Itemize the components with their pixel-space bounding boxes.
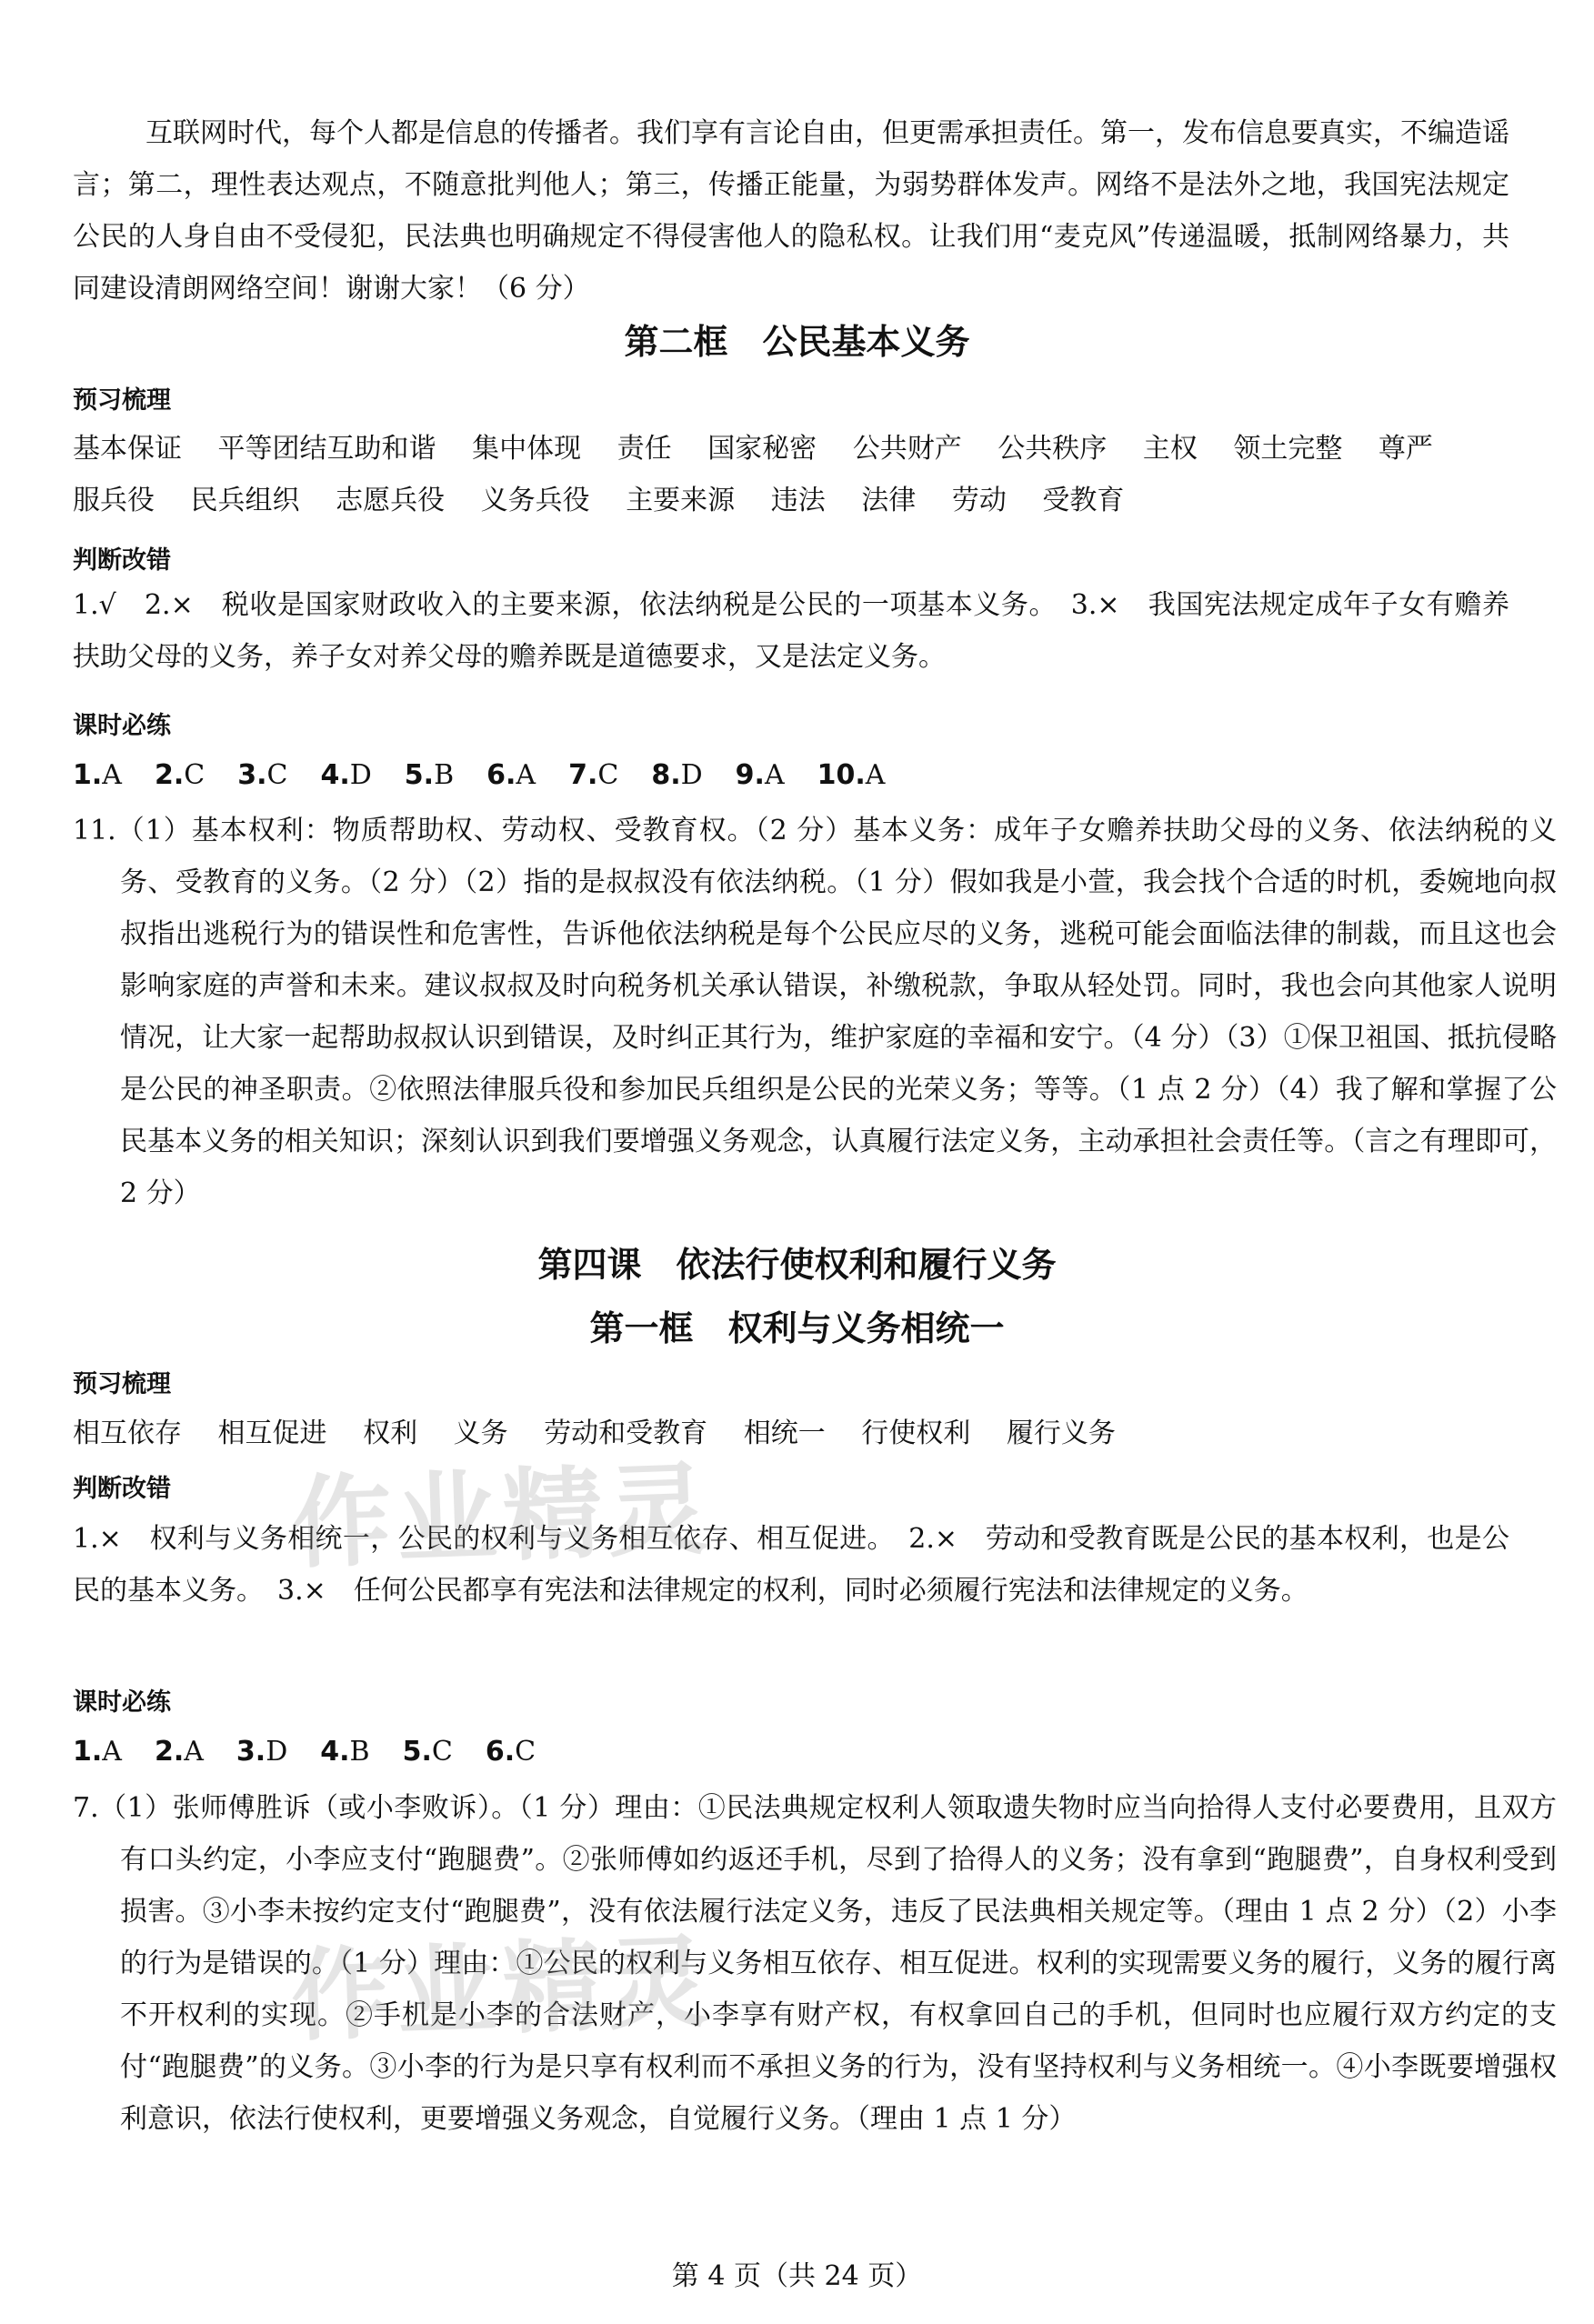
keyword: 相统一 — [743, 1417, 826, 1449]
keyword: 义务 — [453, 1417, 508, 1449]
choice-answer: 5.C — [402, 1736, 453, 1768]
choice-answer: 5.B — [404, 759, 455, 791]
choice-answers — [73, 1726, 1509, 1778]
choice-answer: 2.C — [154, 759, 206, 791]
keyword: 受教育 — [1042, 485, 1125, 516]
keyword: 劳动 — [951, 485, 1007, 516]
lesson-title: 第四课 依法行使权利和履行义务 — [537, 1245, 1057, 1285]
practice-label: 课时必练 — [73, 712, 171, 740]
page-footer: 第 4 页（共 24 页） — [671, 2260, 923, 2292]
choice-answer: 6.A — [486, 759, 536, 791]
choice-answers — [73, 749, 1509, 801]
judge-label: 判断改错 — [73, 1475, 171, 1503]
choice-answer: 9.A — [735, 759, 785, 791]
preview-label: 预习梳理 — [73, 386, 171, 415]
choice-answer: 4.B — [320, 1736, 370, 1768]
choice-answer: 1.A — [73, 1736, 122, 1768]
question-11-answer: 11.（1）基本权利：物质帮助权、劳动权、受教育权。（2 分）基本义务：成年子女赡养扶助父母的义务、依法纳税的义务、受教育的义务。（2 分）（2）指的是叔叔没有依法纳税。（1 分）假如我是小萱，我会找个合适的时机，委婉地向叔叔指出逃税行为的错误性和危害性，告诉他依法纳税是每个公民应尽的义务，逃税可能会面临法律的制裁，而且这也会影响家庭的声誉和未来。建议叔叔及时向税务机关承认错误，补缴税款，争取从轻处罚。同时，我也会向其他家人说明情况，让大家一起帮助叔叔认识到错误，及时纠正其行为，维护家庭的幸福和安宁。（4 分）（3）①保卫祖国、抵抗侵略是公民的神圣职责。②依照法律服兵役和参加民兵组织是公民的光荣义务；等等。（1 点 2 分）（4）我了解和掌握了公民基本义务的相关知识；深刻认识到我们要增强义务观念，认真履行法定义务，主动承担社会责任等。（言之有理即可，2 分） — [73, 815, 1557, 1209]
keyword: 履行义务 — [1006, 1417, 1116, 1449]
judge-answers: 1.× 权利与义务相统一，公民的权利与义务相互依存、相互促进。 2.× 劳动和受教育既是公民的基本权利，也是公民的基本义务。 3.× 任何公民都享有宪法和法律规定的权利，同时必须履行宪法和法律规定的义务。 — [73, 1523, 1509, 1607]
keyword: 服兵役 — [73, 485, 155, 516]
choice-answer: 3.D — [236, 1736, 288, 1768]
keyword: 行使权利 — [861, 1417, 971, 1449]
keyword: 公共财产 — [852, 433, 962, 465]
choice-answer: 2.A — [154, 1736, 204, 1768]
keyword: 相互依存 — [73, 1417, 182, 1449]
choice-answer: 10.A — [817, 759, 886, 791]
choice-answer: 7.C — [568, 759, 619, 791]
watermark: 作业精灵 — [289, 1923, 716, 2056]
preview-keywords — [73, 423, 1528, 526]
keyword: 集中体现 — [472, 433, 582, 465]
keyword: 法律 — [861, 485, 917, 516]
keyword: 志愿兵役 — [336, 485, 446, 516]
judge-label: 判断改错 — [73, 546, 171, 575]
keyword: 基本保证 — [73, 433, 182, 465]
preview-label: 预习梳理 — [73, 1370, 171, 1398]
section-title-basic-duties: 第二框 公民基本义务 — [624, 322, 970, 362]
question-7-answer: 7.（1）张师傅胜诉（或小李败诉）。（1 分）理由：①民法典规定权利人领取遗失物时应当向拾得人支付必要费用，且双方有口头约定，小李应支付“跑腿费”。②张师傅如约返还手机，尽到了拾得人的义务；没有拿到“跑腿费”，自身权利受到损害。③小李未按约定支付“跑腿费”，没有依法履行法定义务，违反了民法典相关规定等。（理由 1 点 2 分）（2）小李的行为是错误的。（1 分）理由：①公民的权利与义务相互依存、相互促进。权利的实现需要义务的履行，义务的履行离不开权利的实现。②手机是小李的合法财产，小李享有财产权，有权拿回自己的手机，但同时也应履行双方约定的支付“跑腿费”的义务。③小李的行为是只享有权利而不承担义务的行为，没有坚持权利与义务相统一。④小李既要增强权利意识，依法行使权利，更要增强义务观念，自觉履行义务。（理由 1 点 1 分） — [73, 1792, 1557, 2135]
keyword: 义务兵役 — [480, 485, 590, 516]
keyword: 相互促进 — [217, 1417, 327, 1449]
keyword: 违法 — [770, 485, 826, 516]
keyword: 主权 — [1142, 433, 1198, 465]
keyword: 平等团结互助和谐 — [217, 433, 436, 465]
keyword: 权利 — [363, 1417, 418, 1449]
choice-answer: 4.D — [320, 759, 372, 791]
keyword: 劳动和受教育 — [544, 1417, 708, 1449]
keyword: 责任 — [617, 433, 672, 465]
choice-answer: 6.C — [485, 1736, 536, 1768]
keyword: 国家秘密 — [707, 433, 817, 465]
keyword: 公共秩序 — [998, 433, 1108, 465]
intro-paragraph: 互联网时代，每个人都是信息的传播者。我们享有言论自由，但更需承担责任。第一，发布信息要真实，不编造谣言；第二，理性表达观点，不随意批判他人；第三，传播正能量，为弱势群体发声。网络不是法外之地，我国宪法规定公民的人身自由不受侵犯，民法典也明确规定不得侵害他人的隐私权。让我们用“麦克风”传递温暖，抵制网络暴力，共同建设清朗网络空间！谢谢大家！（6 分） — [73, 117, 1509, 305]
keyword: 主要来源 — [626, 485, 736, 516]
choice-answer: 1.A — [73, 759, 122, 791]
judge-answers: 1.√ 2.× 税收是国家财政收入的主要来源，依法纳税是公民的一项基本义务。 3.× 我国宪法规定成年子女有赡养扶助父母的义务，养子女对养父母的赡养既是道德要求，又是法定义务。 — [73, 589, 1509, 673]
practice-label: 课时必练 — [73, 1688, 171, 1717]
choice-answer: 3.C — [237, 759, 288, 791]
choice-answer: 8.D — [651, 759, 703, 791]
section-title-rights-duties: 第一框 权利与义务相统一 — [589, 1308, 1005, 1348]
keyword: 尊严 — [1378, 433, 1433, 465]
keyword: 民兵组织 — [190, 485, 300, 516]
watermark: 作业精灵 — [289, 1450, 716, 1583]
keyword: 领土完整 — [1233, 433, 1343, 465]
